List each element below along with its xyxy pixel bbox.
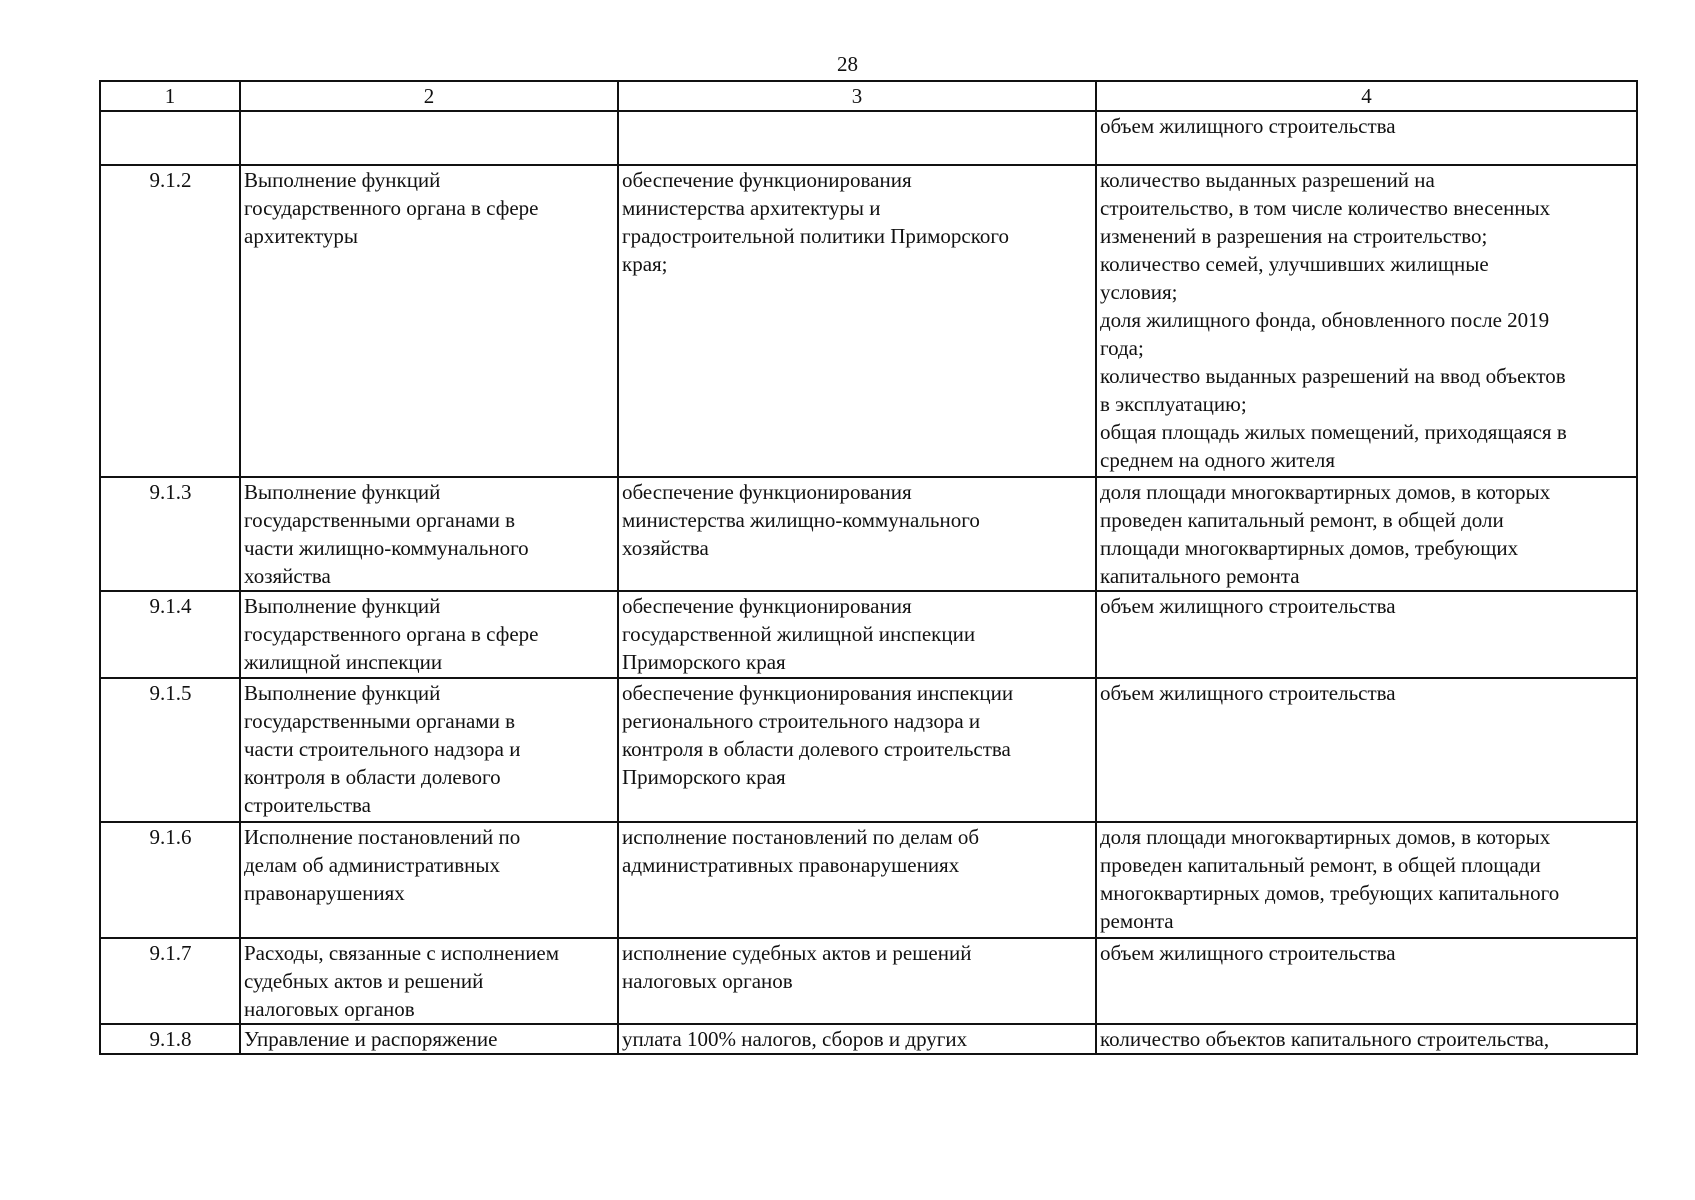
row-number: 9.1.6 [100,822,240,938]
table-row [100,111,1637,165]
table-row [100,822,1637,938]
activity-name-cell: Управление и распоряжение [240,1024,618,1054]
indicator-cell: объем жилищного строительства [1096,938,1637,1024]
table-row [100,477,1637,591]
column-header-3: 3 [618,81,1096,111]
activity-purpose-cell: исполнение судебных актов и решений налоговых органов [618,938,1096,1024]
activity-name-cell: Выполнение функций государственными органами в части жилищно-коммунального хозяйства [240,477,618,591]
row-number: 9.1.4 [100,591,240,678]
activity-purpose-cell: обеспечение функционирования инспекции регионального строительного надзора и контроля в области долевого строительства Приморского края [618,678,1096,822]
column-header-4: 4 [1096,81,1637,111]
activity-purpose-cell: обеспечение функционирования министерства архитектуры и градостроительной политики Приморского края; [618,165,1096,477]
activity-purpose-cell: исполнение постановлений по делам об административных правонарушениях [618,822,1096,938]
activity-name-cell: Исполнение постановлений по делам об административных правонарушениях [240,822,618,938]
activity-name-cell: Выполнение функций государственного органа в сфере жилищной инспекции [240,591,618,678]
row-number: 9.1.8 [100,1024,240,1054]
row-number: 9.1.5 [100,678,240,822]
row-number: 9.1.2 [100,165,240,477]
activity-name-cell: Выполнение функций государственными органами в части строительного надзора и контроля в области долевого строительства [240,678,618,822]
indicator-cell: доля площади многоквартирных домов, в которых проведен капитальный ремонт, в общей площади многоквартирных домов, требующих капитального ремонта [1096,822,1637,938]
activity-purpose-cell: обеспечение функционирования государственной жилищной инспекции Приморского края [618,591,1096,678]
activity-name-cell: Расходы, связанные с исполнением судебных актов и решений налоговых органов [240,938,618,1024]
table-row [100,678,1637,822]
activity-purpose-cell: обеспечение функционирования министерства жилищно-коммунального хозяйства [618,477,1096,591]
activity-name-cell: Выполнение функций государственного органа в сфере архитектуры [240,165,618,477]
table-row [100,591,1637,678]
indicator-cell: объем жилищного строительства [1096,591,1637,678]
activity-name-cell [240,111,618,165]
column-header-1: 1 [100,81,240,111]
indicator-cell: объем жилищного строительства [1096,111,1637,165]
indicator-cell: количество выданных разрешений на строительство, в том числе количество внесенных изменений в разрешения на строительство; количество семей, улучшивших жилищные условия; доля жилищного фонда, обновленного после 2019 года; количество выданных разрешений на ввод объектов в эксплуатацию; общая площадь жилых помещений, приходящаяся в среднем на одного жителя [1096,165,1637,477]
activity-purpose-cell: уплата 100% налогов, сборов и других [618,1024,1096,1054]
column-header-2: 2 [240,81,618,111]
table-header-row [100,81,1637,111]
table-row [100,1024,1637,1054]
page-number: 28 [837,52,858,76]
indicator-cell: доля площади многоквартирных домов, в которых проведен капитальный ремонт, в общей доли площади многоквартирных домов, требующих капитального ремонта [1096,477,1637,591]
program-activities-table [99,80,1638,1055]
indicator-cell: количество объектов капитального строительства, [1096,1024,1637,1054]
row-number: 9.1.7 [100,938,240,1024]
row-number: 9.1.3 [100,477,240,591]
table-row [100,165,1637,477]
row-number [100,111,240,165]
activity-purpose-cell [618,111,1096,165]
table-row [100,938,1637,1024]
indicator-cell: объем жилищного строительства [1096,678,1637,822]
